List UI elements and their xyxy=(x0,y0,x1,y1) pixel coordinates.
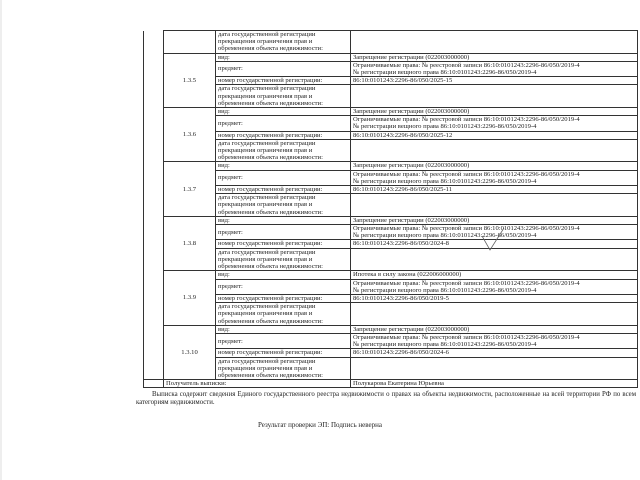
table-row xyxy=(144,131,638,139)
value-vid: Запрещение регистрации (022003000000) xyxy=(351,162,638,170)
predmet-line-2: № регистрации вещного права 86:10:0101243:2296-86/050/2019-4 xyxy=(353,232,537,240)
label-data: дата государственной регистрации прекращения ограничения прав и обременения объекта недвижимости: xyxy=(216,139,351,162)
value-vid: Запрещение регистрации (022003000000) xyxy=(351,108,638,116)
predmet-line-1: Ограничиваемые права: № реестровой записи 86:10:0101243:2296-86/050/2019-4 xyxy=(353,225,580,233)
table-row xyxy=(144,225,638,240)
entry-number: 1.3.9 xyxy=(164,271,216,325)
label-nomer: номер государственной регистрации: xyxy=(216,131,351,139)
table-row xyxy=(144,31,638,54)
predmet-line-1: Ограничиваемые права: № реестровой записи 86:10:0101243:2296-86/050/2019-4 xyxy=(353,116,580,124)
entry-number: 1.3.5 xyxy=(164,53,216,107)
table-row xyxy=(144,248,638,271)
table-row xyxy=(144,349,638,357)
label-nomer: номер государственной регистрации: xyxy=(216,186,351,194)
value-predmet xyxy=(351,333,638,348)
value-nomer: 86:10:0101243:2296-86/050/2025-12 xyxy=(351,131,638,139)
label-vid: вид: xyxy=(216,162,351,170)
table-row xyxy=(144,333,638,348)
recipient-row xyxy=(144,380,638,388)
table-row xyxy=(144,116,638,131)
table-row xyxy=(144,279,638,294)
value-nomer: 86:10:0101243:2296-86/050/2024-8 xyxy=(351,240,638,248)
entry-number: 1.3.10 xyxy=(164,325,216,379)
predmet-line-2: № регистрации вещного права 86:10:0101243:2296-86/050/2019-4 xyxy=(353,123,537,131)
label-predmet: предмет: xyxy=(216,61,351,76)
predmet-line-1: Ограничиваемые права: № реестровой записи 86:10:0101243:2296-86/050/2019-4 xyxy=(353,333,580,341)
value-vid: Запрещение регистрации (022003000000) xyxy=(351,325,638,333)
value-data xyxy=(351,139,638,162)
value-predmet xyxy=(351,116,638,131)
predmet-line-2: № регистрации вещного права 86:10:0101243:2296-86/050/2019-4 xyxy=(353,286,537,294)
signature-check-result: Результат проверки ЭП: Подпись неверна xyxy=(257,421,383,430)
table-row xyxy=(144,85,638,108)
encumbrances-table xyxy=(143,30,638,388)
table-row xyxy=(144,170,638,185)
label-predmet: предмет: xyxy=(216,279,351,294)
value-predmet xyxy=(351,170,638,185)
document-body xyxy=(136,30,638,430)
label-nomer: номер государственной регистрации: xyxy=(216,349,351,357)
label-vid: вид: xyxy=(216,271,351,279)
label-data: дата государственной регистрации прекращения ограничения прав и обременения объекта недвижимости: xyxy=(216,303,351,326)
label-predmet: предмет: xyxy=(216,116,351,131)
table-row xyxy=(144,303,638,326)
table-row xyxy=(144,216,638,224)
table-row xyxy=(144,77,638,85)
value-predmet xyxy=(351,279,638,294)
table-row xyxy=(144,53,638,61)
scan-edge xyxy=(0,0,2,480)
table-row xyxy=(144,240,638,248)
label-vid: вид: xyxy=(216,325,351,333)
label-vid: вид: xyxy=(216,216,351,224)
label-predmet: предмет: xyxy=(216,225,351,240)
value-nomer: 86:10:0101243:2296-86/050/2025-11 xyxy=(351,186,638,194)
table-row xyxy=(144,294,638,302)
footer-note: Выписка содержит сведения Единого государственного реестра недвижимости о правах на объекты недвижимости, расположенные на всей территории РФ по всем категориям недвижимости. xyxy=(136,391,636,407)
table-row xyxy=(144,108,638,116)
value-data xyxy=(351,303,638,326)
value-nomer: 86:10:0101243:2296-86/050/2024-6 xyxy=(351,349,638,357)
table-row xyxy=(144,194,638,217)
predmet-line-2: № регистрации вещного права 86:10:0101243:2296-86/050/2019-4 xyxy=(353,177,537,185)
value-nomer: 86:10:0101243:2296-86/050/2025-15 xyxy=(351,77,638,85)
entry-number: 1.3.8 xyxy=(164,216,216,270)
table-row xyxy=(144,271,638,279)
entry-number: 1.3.6 xyxy=(164,108,216,162)
value-vid: Запрещение регистрации (022003000000) xyxy=(351,53,638,61)
value-data xyxy=(351,85,638,108)
predmet-line-1: Ограничиваемые права: № реестровой записи 86:10:0101243:2296-86/050/2019-4 xyxy=(353,61,580,69)
table-row xyxy=(144,61,638,76)
predmet-line-2: № регистрации вещного права 86:10:0101243:2296-86/050/2019-4 xyxy=(353,69,537,77)
table-row xyxy=(144,162,638,170)
table-row xyxy=(144,139,638,162)
label-nomer: номер государственной регистрации: xyxy=(216,294,351,302)
table-row xyxy=(144,357,638,380)
label-vid: вид: xyxy=(216,108,351,116)
value-data xyxy=(351,357,638,380)
recipient-label: Получатель выписки: xyxy=(164,380,351,388)
entry-number: 1.3.7 xyxy=(164,162,216,216)
label-data: дата государственной регистрации прекращения ограничения прав и обременения объекта недвижимости: xyxy=(216,357,351,380)
label-data: дата государственной регистрации прекращения ограничения прав и обременения объекта недвижимости: xyxy=(216,31,351,54)
label-data: дата государственной регистрации прекращения ограничения прав и обременения объекта недвижимости: xyxy=(216,85,351,108)
value-nomer: 86:10:0101243:2296-86/050/2019-5 xyxy=(351,294,638,302)
value-predmet xyxy=(351,225,638,240)
predmet-line-2: № регистрации вещного права 86:10:0101243:2296-86/050/2019-4 xyxy=(353,341,537,349)
label-nomer: номер государственной регистрации: xyxy=(216,77,351,85)
recipient-value: Полукарова Екатерина Юрьевна xyxy=(351,380,638,388)
label-data: дата государственной регистрации прекращения ограничения прав и обременения объекта недвижимости: xyxy=(216,194,351,217)
predmet-line-1: Ограничиваемые права: № реестровой записи 86:10:0101243:2296-86/050/2019-4 xyxy=(353,279,580,287)
predmet-line-1: Ограничиваемые права: № реестровой записи 86:10:0101243:2296-86/050/2019-4 xyxy=(353,170,580,178)
table-row xyxy=(144,186,638,194)
label-predmet: предмет: xyxy=(216,333,351,348)
value-vid: Запрещение регистрации (022003000000) xyxy=(351,216,638,224)
label-predmet: предмет: xyxy=(216,170,351,185)
value-data xyxy=(351,194,638,217)
label-data: дата государственной регистрации прекращения ограничения прав и обременения объекта недвижимости: xyxy=(216,248,351,271)
table-row xyxy=(144,325,638,333)
value-predmet xyxy=(351,61,638,76)
value-data xyxy=(351,248,638,271)
value-vid: Ипотека в силу закона (022006000000) xyxy=(351,271,638,279)
label-vid: вид: xyxy=(216,53,351,61)
label-nomer: номер государственной регистрации: xyxy=(216,240,351,248)
